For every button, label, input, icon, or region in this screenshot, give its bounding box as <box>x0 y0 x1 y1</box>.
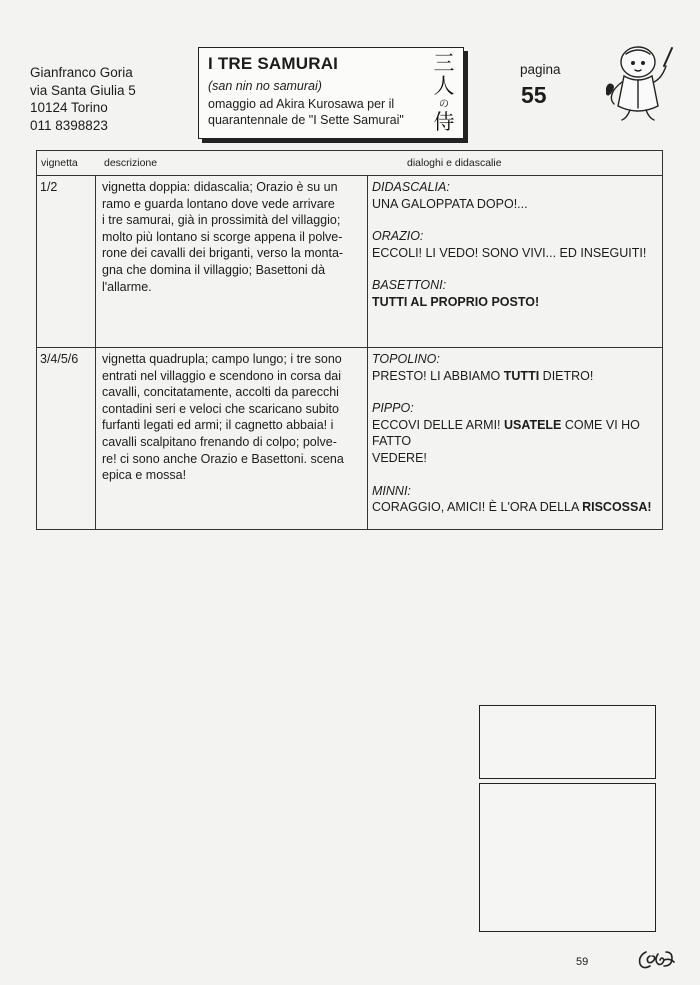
description-line: entrati nel villaggio e scendono in corsa dai <box>102 368 342 383</box>
column-divider <box>95 175 96 529</box>
row-dialogues <box>372 351 657 516</box>
speaker-label: DIDASCALIA: <box>372 180 450 194</box>
row-divider <box>37 347 662 348</box>
dialogue-line: UNA GALOPPATA DOPO!... <box>372 196 528 211</box>
description-line: cavalli, concitatamente, accolti da parecchi <box>102 385 339 400</box>
description-line: epica e mossa! <box>102 468 187 483</box>
empty-panel-box <box>479 783 656 932</box>
row-dialogues <box>372 179 657 311</box>
header-descrizione: descrizione <box>104 157 158 169</box>
header-divider <box>37 175 662 176</box>
kanji-char: 侍 <box>433 110 455 134</box>
kanji-char: 人 <box>433 74 455 98</box>
author-phone: 011 8398823 <box>30 117 108 133</box>
speaker-label: TOPOLINO: <box>372 352 440 366</box>
description-line: gna che domina il villaggio; Basettoni dà <box>102 262 326 277</box>
author-name: Gianfranco Goria <box>30 65 133 80</box>
dialogue-line: VEDERE! <box>372 450 427 465</box>
description-line: re! ci sono anche Orazio e Basettoni. scena <box>102 451 344 466</box>
author-address <box>30 64 136 134</box>
story-subtitle: (san nin no samurai) <box>208 79 322 93</box>
speaker-label: BASETTONI: <box>372 278 447 293</box>
dialogue-line: ECCOVI DELLE ARMI! USATELE COME VI HO FATTO <box>372 417 640 449</box>
header-vignetta: vignetta <box>41 157 78 169</box>
speaker-label: PIPPO: <box>372 401 414 416</box>
row-vignetta: 1/2 <box>40 180 58 194</box>
story-title: I TRE SAMURAI <box>208 54 339 73</box>
author-street: via Santa Giulia 5 <box>30 82 136 98</box>
script-table <box>36 150 663 530</box>
row-description <box>102 351 365 484</box>
empty-panel-box <box>479 705 656 779</box>
description-line: ramo e guarda lontano dove vede arrivare <box>102 196 335 211</box>
description-line: i tre samurai, già in prossimità del villaggio; <box>102 213 341 228</box>
mascot-illustration <box>600 40 675 125</box>
title-box <box>198 47 464 139</box>
description-line: molto più lontano si scorge appena il polve- <box>102 229 343 244</box>
description-line: l'allarme. <box>102 279 152 294</box>
description-line: furfanti legati ed armi; il cagnetto abbaia! i <box>102 418 334 433</box>
row-description <box>102 179 365 295</box>
description-line: vignetta quadrupla; campo lungo; i tre sono <box>102 352 342 366</box>
dialogue-line: ECCOLI! LI VEDO! SONO VIVI... ED INSEGUITI! <box>372 245 647 260</box>
kanji-char: の <box>439 99 449 110</box>
pagina-number: 55 <box>521 82 547 108</box>
story-tribute: omaggio ad Akira Kurosawa per il quarantennale de "I Sette Samurai" <box>208 97 404 127</box>
page-number: 59 <box>576 956 589 968</box>
signature-mark <box>636 946 678 972</box>
description-line: cavalli scalpitano frenando di colpo; polve- <box>102 434 337 449</box>
dialogue-line: CORAGGIO, AMICI! È L'ORA DELLA RISCOSSA! <box>372 500 652 515</box>
description-line: rone dei cavalli dei briganti, verso la monta- <box>102 246 344 261</box>
kanji-title <box>431 52 457 134</box>
speaker-label: MINNI: <box>372 483 411 498</box>
description-line: contadini seri e veloci che scaricano subito <box>102 401 339 416</box>
column-divider <box>367 175 368 529</box>
dialogue-line: TUTTI AL PROPRIO POSTO! <box>372 294 540 309</box>
description-line: vignetta doppia: didascalia; Orazio è su un <box>102 180 338 194</box>
row-vignetta: 3/4/5/6 <box>40 352 79 366</box>
dialogue-line: PRESTO! LI ABBIAMO TUTTI DIETRO! <box>372 368 594 383</box>
speaker-label: ORAZIO: <box>372 229 424 244</box>
kanji-char: 三 <box>433 51 455 75</box>
author-city: 10124 Torino <box>30 100 108 115</box>
header-dialoghi: dialoghi e didascalie <box>407 157 502 169</box>
pagina-label: pagina <box>520 62 561 77</box>
